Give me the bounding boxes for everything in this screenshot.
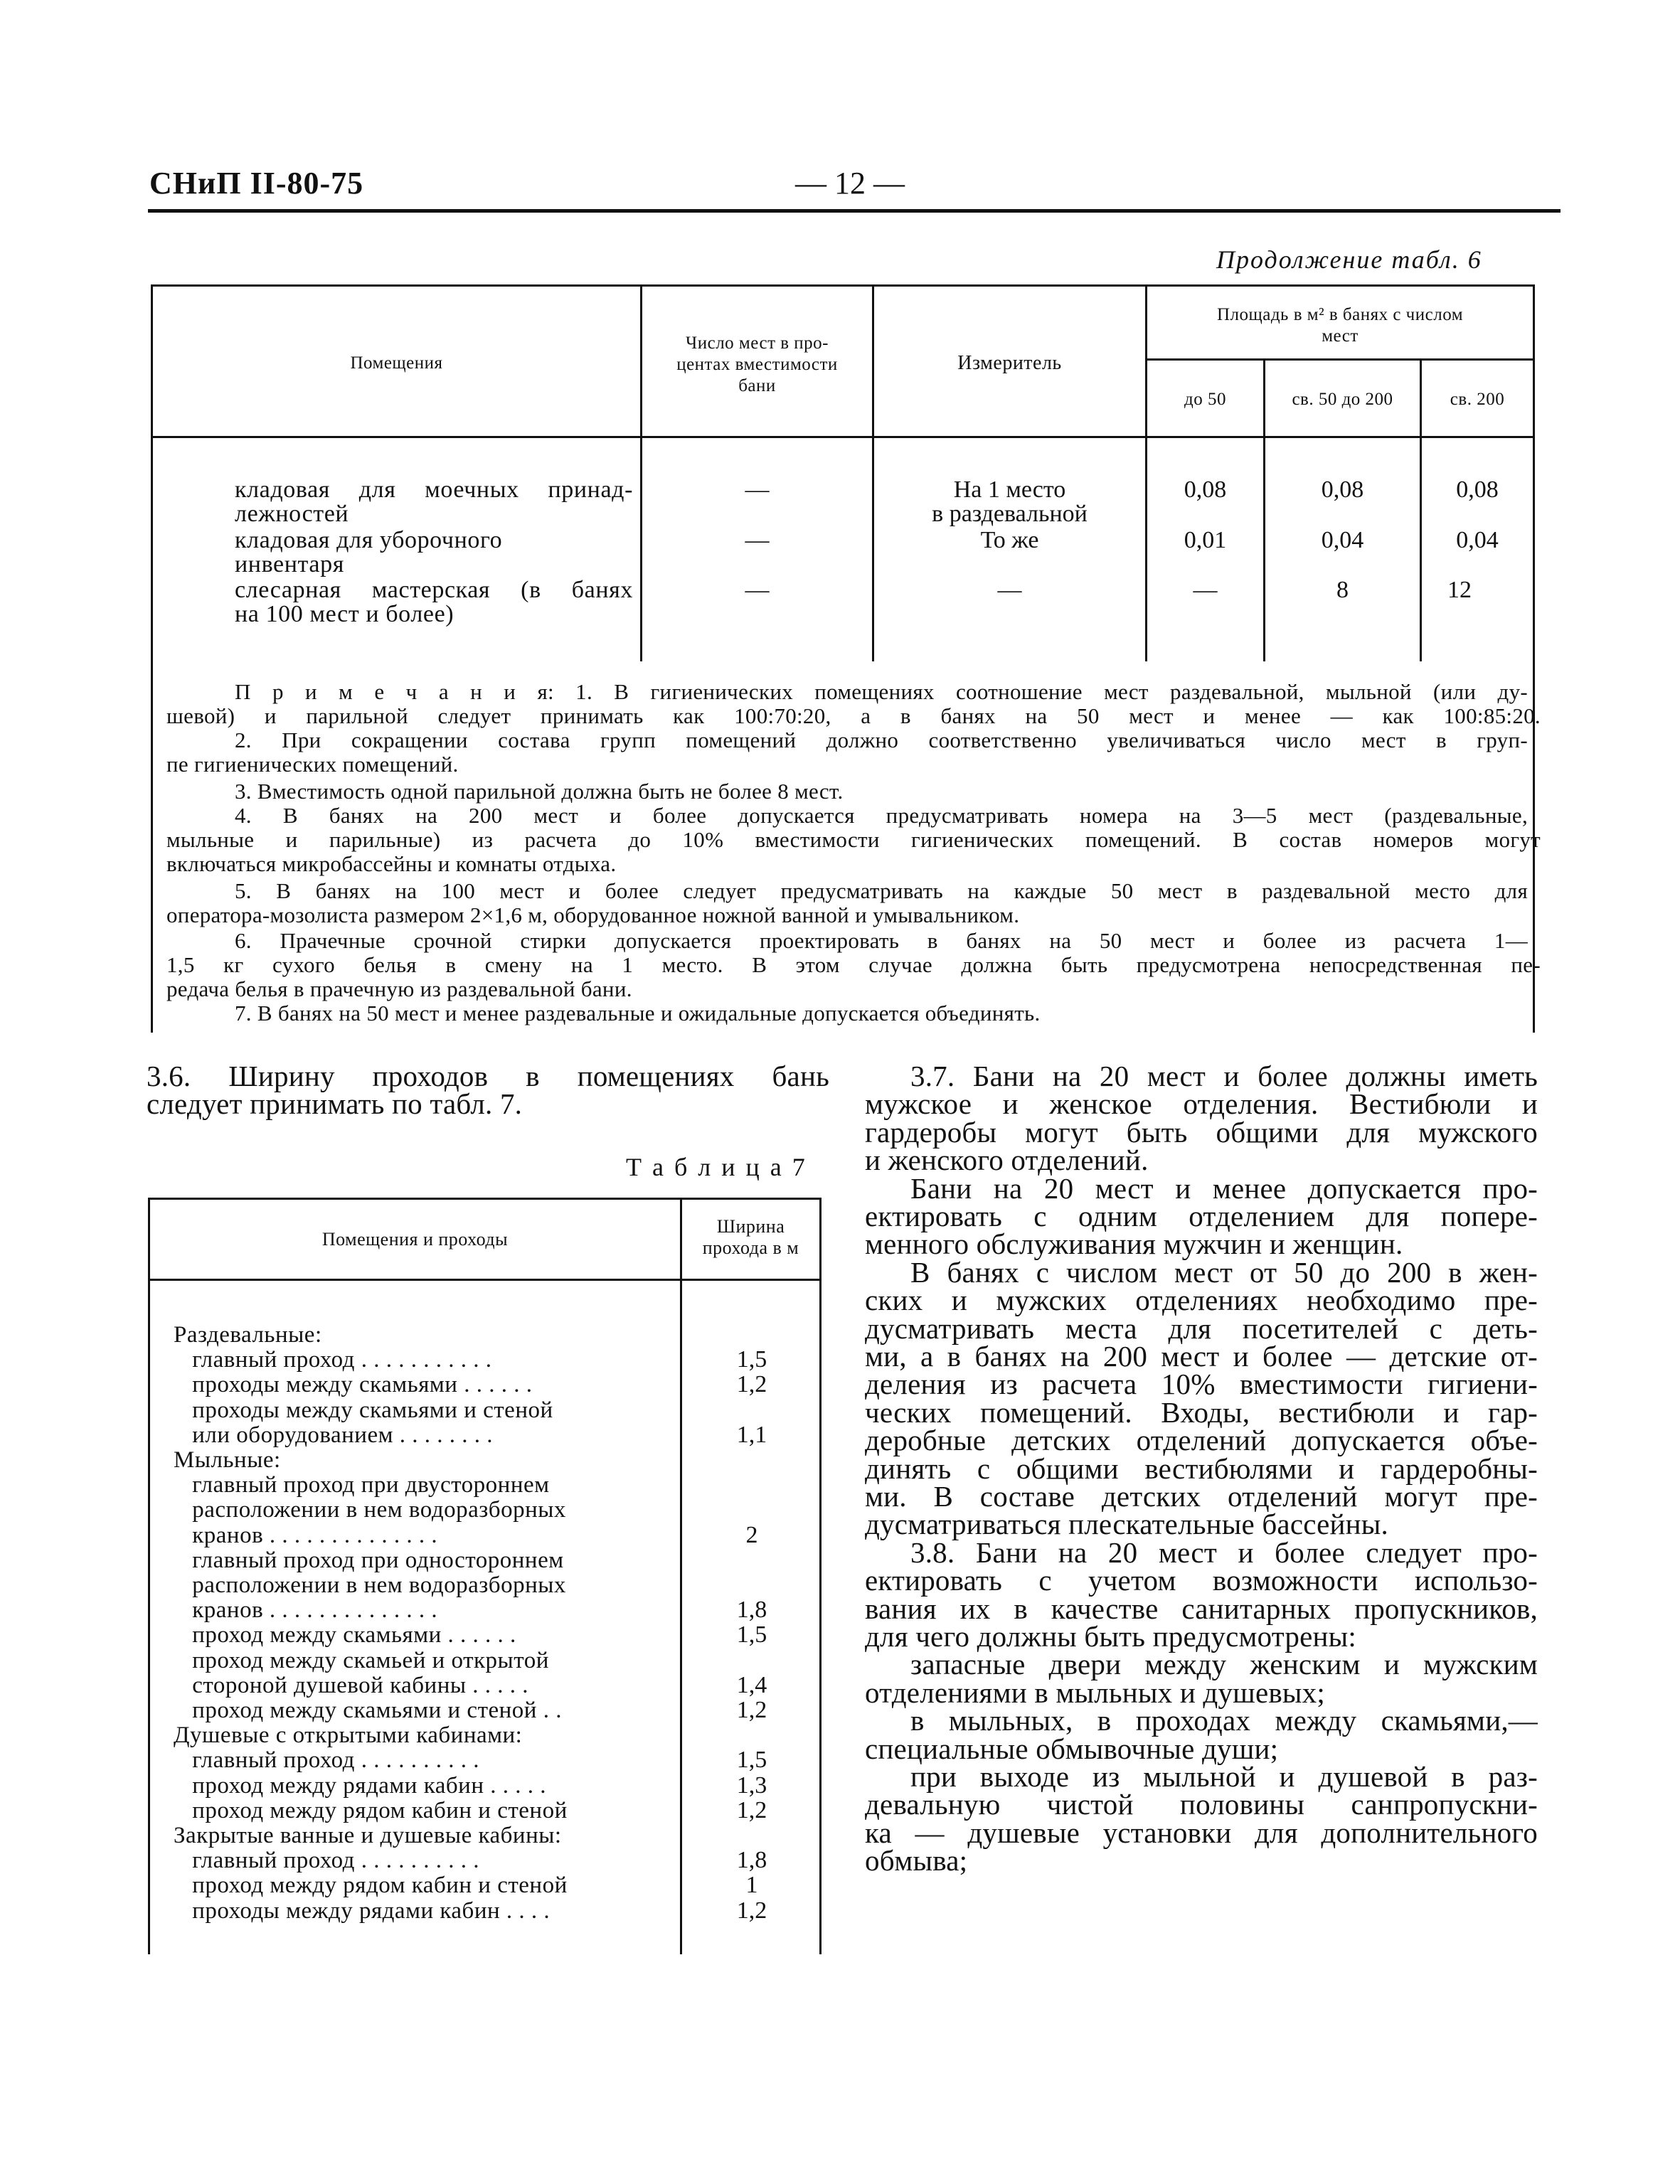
- table6-note-line: 7. В банях на 50 мест и менее раздевальные и ожидальные допускается объединять.: [235, 1001, 1041, 1026]
- table6-header-rooms: Помещения: [350, 353, 443, 373]
- table6-row-value: 8: [1336, 577, 1349, 603]
- right-column-line: дусматриваться плескательные бассейны.: [865, 1508, 1388, 1540]
- table7-row-value: 1,2: [736, 1797, 767, 1823]
- right-column-line: ми. В составе детских отделений могут пре-: [865, 1480, 1538, 1513]
- table7-row-label: проход между скамьей и открытой: [174, 1648, 549, 1673]
- table6-header-measure: Измеритель: [957, 352, 1062, 374]
- table6-note-line: 5. В банях на 100 мест и более следует предусматривать на каждые 50 мест в раздевальной место для: [235, 878, 1528, 903]
- table7-row-value: 1,8: [736, 1597, 767, 1623]
- right-column-line: ка — душевые установки для дополнительного: [865, 1816, 1538, 1849]
- right-column-line: деробные детских отделений допускается объе-: [865, 1424, 1538, 1456]
- table6-row-value: 0,04: [1321, 527, 1364, 553]
- table7-row-label: Раздевальные:: [174, 1322, 322, 1348]
- table7-row-label: Мыльные:: [174, 1447, 281, 1473]
- table7-row-value: 1,5: [736, 1621, 767, 1648]
- right-column-line: 3.7. Бани на 20 мест и более должны иметь: [910, 1060, 1538, 1092]
- table7-row-label: или оборудованием . . . . . . . .: [174, 1422, 493, 1448]
- table7-row-label: главный проход . . . . . . . . . .: [174, 1747, 479, 1773]
- table6-note-line: 2. При сокращении состава групп помещений должно соответственно увеличиваться число мест в груп-: [235, 728, 1528, 752]
- table7-header-rule: [148, 1279, 821, 1281]
- table7-row-label: главный проход . . . . . . . . . .: [174, 1848, 479, 1873]
- document-code: СНиП II-80-75: [149, 166, 364, 201]
- table6-left-border: [151, 284, 153, 1033]
- table6-note-line: П р и м е ч а н и я: 1. В гигиенических помещениях соотношение мест раздевальной, мыльной (или ду-: [235, 679, 1528, 704]
- table6-note-line: мыльные и парильные) из расчета до 10% вместимости гигиенических помещений. В состав номеров могут: [166, 827, 1541, 852]
- table7-row-label: стороной душевой кабины . . . . .: [174, 1673, 529, 1698]
- table7-row-value: 1,1: [736, 1422, 767, 1448]
- table7-row-label: проходы между скамьями и стеной: [174, 1397, 553, 1423]
- table7-header-rooms: Помещения и проходы: [321, 1229, 509, 1250]
- table6-row-measure: То же: [980, 527, 1039, 553]
- table7-row-value: 1,3: [736, 1772, 767, 1799]
- table7-row-label: проход между рядом кабин и стеной: [174, 1873, 568, 1898]
- table6-subheader-50-200: св. 50 до 200: [1292, 390, 1393, 409]
- right-column-line: 3.8. Бани на 20 мест и более следует про-: [910, 1536, 1538, 1569]
- table7-row-value: 1,5: [736, 1747, 767, 1773]
- table6-row-value: 12: [1447, 577, 1472, 603]
- table6-row-value: 0,08: [1321, 476, 1364, 503]
- right-column-line: мужское и женское отделения. Вестибюли и: [865, 1087, 1538, 1120]
- table7-col-divider: [680, 1198, 682, 1954]
- table7-row-value: 1,8: [736, 1847, 767, 1873]
- table7-row-value: 1,4: [736, 1672, 767, 1698]
- right-column-line: ских и мужских отделениях необходимо пре-: [865, 1284, 1538, 1316]
- table6-top-rule: [151, 284, 1535, 287]
- table7-row-label: главный проход . . . . . . . . . . .: [174, 1347, 492, 1373]
- table6-row-value: 0,08: [1184, 476, 1227, 503]
- table6-header-area: Площадь в м² в банях с числом мест: [1216, 305, 1464, 346]
- table7-row-label: кранов . . . . . . . . . . . . . .: [174, 1597, 438, 1623]
- table7-row-label: проход между рядами кабин . . . . .: [174, 1773, 546, 1799]
- table7-left-border: [148, 1198, 150, 1954]
- table7-row-label: расположении в нем водоразборных: [174, 1497, 566, 1523]
- table6-note-line: включаться микробассейны и комнаты отдыха.: [166, 851, 617, 876]
- table7-row-label: проход между скамьями . . . . . .: [174, 1622, 516, 1648]
- right-column-line: специальные обмывочные души;: [865, 1732, 1279, 1765]
- table6-header-rule: [151, 436, 1535, 438]
- right-column-line: ческих помещений. Входы, вестибюли и гар-: [865, 1396, 1538, 1429]
- table6-note-line: пе гигиенических помещений.: [166, 752, 459, 777]
- table6-note-line: 1,5 кг сухого белья в смену на 1 место. В этом случае должна быть предусмотрена непосредственная пе-: [166, 952, 1541, 977]
- table6-note-line: 3. Вместимость одной парильной должна быть не более 8 мест.: [235, 779, 844, 804]
- table6-header-percent: Число мест в про- центах вместимости бани: [676, 334, 838, 395]
- table7-row-value: 1: [745, 1872, 758, 1898]
- table6-row-name: кладовая для уборочного инвентаря: [235, 527, 503, 577]
- table7-row-label: главный проход при двустороннем: [174, 1472, 550, 1498]
- right-column-line: дусматривать места для посетителей с деть-: [865, 1312, 1538, 1345]
- table6-row-value: 0,08: [1456, 476, 1499, 503]
- table6-row-name: слесарная мастерская (в банях на 100 мест и более): [235, 577, 633, 627]
- table6-subheader-upto50: до 50: [1184, 390, 1226, 409]
- table6-row-percent: —: [745, 527, 770, 553]
- right-column-line: вания их в качестве санитарных пропускников,: [865, 1592, 1538, 1625]
- right-column-line: ектировать с одним отделением для попере-: [865, 1200, 1538, 1232]
- table7-row-value: 2: [745, 1522, 758, 1548]
- right-column-line: ектировать с учетом возможности использо-: [865, 1564, 1538, 1597]
- right-column-line: для чего должны быть предусмотрены:: [865, 1620, 1356, 1653]
- table7-row-value: 1,5: [736, 1346, 767, 1373]
- table7-top-rule: [148, 1198, 821, 1200]
- table6-note-line: 6. Прачечные срочной стирки допускается проектировать в банях на 50 мест и более из расчета 1—: [235, 928, 1528, 953]
- table7-row-label: кранов . . . . . . . . . . . . . .: [174, 1523, 438, 1548]
- section-3-6: 3.6. Ширину проходов в помещениях бань следует принимать по табл. 7.: [147, 1060, 829, 1120]
- table7-right-border: [819, 1198, 822, 1954]
- header-rule: [148, 209, 1561, 213]
- table7-title: Т а б л и ц а 7: [626, 1153, 807, 1181]
- table6-row-measure: —: [997, 577, 1022, 603]
- right-column-line: динять с общими вестибюлями и гардеробны-: [865, 1452, 1538, 1485]
- table7-row-label: проход между рядом кабин и стеной: [174, 1798, 568, 1823]
- table7-row-label: Душевые с открытыми кабинами:: [174, 1722, 523, 1748]
- right-column-line: В банях с числом мест от 50 до 200 в жен-: [910, 1256, 1538, 1289]
- right-column-line: при выходе из мыльной и душевой в раз-: [910, 1760, 1538, 1793]
- right-column-line: и женского отделений.: [865, 1144, 1149, 1176]
- table6-row-value: —: [1193, 577, 1218, 603]
- right-column-line: Бани на 20 мест и менее допускается про-: [910, 1172, 1538, 1205]
- table6-row-value: 0,04: [1456, 527, 1499, 553]
- right-column-line: в мыльных, в проходах между скамьями,—: [910, 1704, 1538, 1737]
- right-column-line: обмыва;: [865, 1844, 968, 1877]
- right-column-line: гардеробы могут быть общими для мужского: [865, 1116, 1538, 1149]
- right-column-line: деления из расчета 10% вместимости гигиени-: [865, 1368, 1538, 1400]
- right-column-line: отделениями в мыльных и душевых;: [865, 1676, 1325, 1709]
- table7-row-label: главный проход при одностороннем: [174, 1548, 564, 1573]
- right-column-line: девальную чистой половины санпропускни-: [865, 1788, 1538, 1821]
- table7-row-value: 1,2: [736, 1897, 767, 1924]
- table6-area-subrule: [1145, 358, 1535, 361]
- table7-row-value: 1,2: [736, 1371, 767, 1397]
- page-number: — 12 —: [795, 166, 905, 201]
- table6-note-line: 4. В банях на 200 мест и более допускается предусматривать номера на 3—5 мест (раздевальные,: [235, 803, 1528, 828]
- table6-row-percent: —: [745, 476, 770, 503]
- right-column-line: ми, а в банях на 200 мест и более — детские от-: [865, 1340, 1538, 1373]
- table6-note-line: шевой) и парильной следует принимать как 100:70:20, а в банях на 50 мест и менее — как 100:85:20.: [166, 703, 1541, 728]
- table6-continuation-caption: Продолжение табл. 6: [1216, 245, 1482, 274]
- table7-row-label: расположении в нем водоразборных: [174, 1572, 566, 1598]
- table6-note-line: редача белья в прачечную из раздевальной бани.: [166, 976, 632, 1001]
- table7-row-label: проход между скамьями и стеной . .: [174, 1698, 562, 1723]
- table6-subheader-over200: св. 200: [1450, 390, 1505, 409]
- table7-row-label: проходы между скамьями . . . . . .: [174, 1372, 533, 1397]
- table7-row-value: 1,2: [736, 1697, 767, 1723]
- table6-row-value: 0,01: [1184, 527, 1227, 553]
- table7-header-width: Ширина прохода в м: [702, 1216, 799, 1258]
- table6-note-line: оператора-мозолиста размером 2×1,6 м, оборудованное ножной ванной и умывальником.: [166, 902, 1020, 927]
- right-column-line: менного обслуживания мужчин и женщин.: [865, 1227, 1403, 1260]
- table6-row-percent: —: [745, 577, 770, 603]
- table7-row-label: проходы между рядами кабин . . . .: [174, 1898, 551, 1924]
- table6-row-name: кладовая для моечных принад- лежностей: [235, 476, 633, 527]
- table7-row-label: Закрытые ванные и душевые кабины:: [174, 1823, 562, 1848]
- table6-col-divider: [872, 284, 874, 661]
- right-column-line: запасные двери между женским и мужским: [910, 1648, 1538, 1680]
- table6-row-measure: На 1 место в раздевальной: [932, 476, 1088, 527]
